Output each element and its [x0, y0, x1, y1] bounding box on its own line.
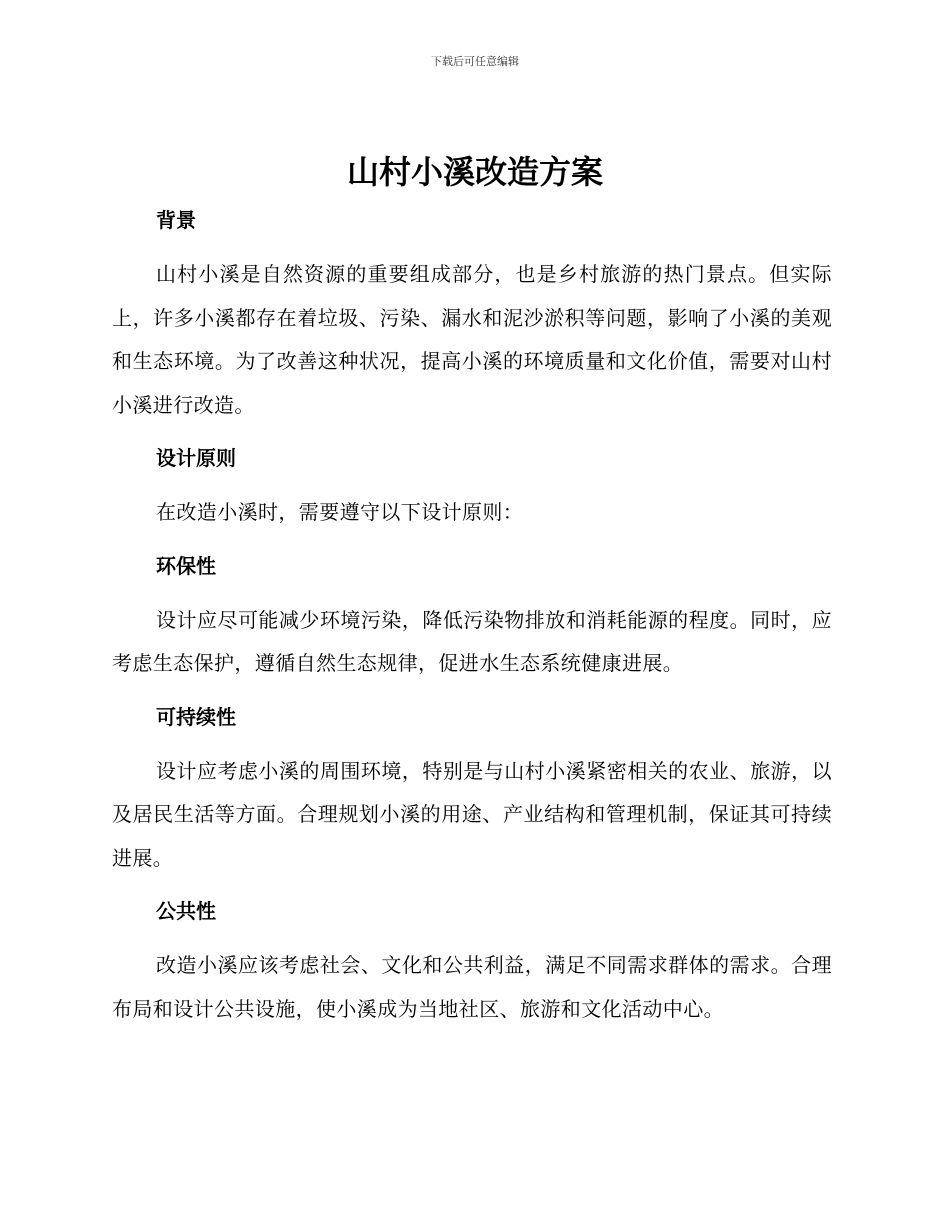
section-paragraph-public: 改造小溪应该考虑社会、文化和公共利益，满足不同需求群体的需求。合理布局和设计公共设施，使小溪成为当地社区、旅游和文化活动中心。 — [112, 953, 832, 1021]
section-heading-sustainability: 可持续性 — [156, 704, 236, 729]
section-paragraph-design-principles: 在改造小溪时，需要遵守以下设计原则： — [156, 500, 524, 524]
section-heading-design-principles: 设计原则 — [156, 446, 236, 470]
section-heading-environmental: 环保性 — [156, 553, 216, 578]
section-heading-background: 背景 — [156, 208, 196, 232]
document-body — [112, 198, 832, 1031]
section-paragraph-environmental: 设计应尽可能减少环境污染，降低污染物排放和消耗能源的程度。同时，应考虑生态保护，遵循自然生态规律，促进水生态系统健康进展。 — [112, 607, 832, 675]
section-heading-public: 公共性 — [156, 899, 216, 923]
page-header-note: 下载后可任意编辑 — [431, 55, 519, 68]
document-title: 山村小溪改造方案 — [346, 153, 603, 191]
section-paragraph-sustainability: 设计应考虑小溪的周围环境，特别是与山村小溪紧密相关的农业、旅游，以及居民生活等方面。合理规划小溪的用途、产业结构和管理机制，保证其可持续进展。 — [112, 758, 832, 870]
section-paragraph-background: 山村小溪是自然资源的重要组成部分，也是乡村旅游的热门景点。但实际上，许多小溪都存在着垃圾、污染、漏水和泥沙淤积等问题，影响了小溪的美观和生态环境。为了改善这种状况，提高小溪的环境质量和文化价值，需要对山村小溪进行改造。 — [112, 262, 832, 417]
